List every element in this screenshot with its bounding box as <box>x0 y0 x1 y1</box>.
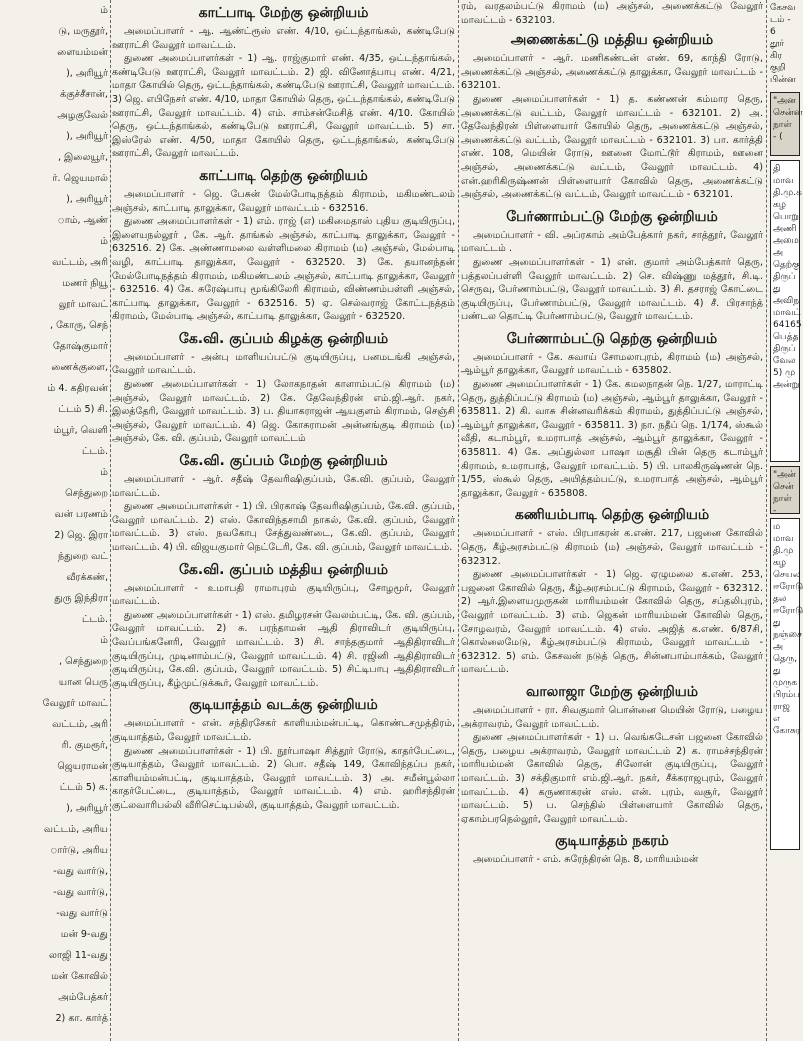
edge-text-line: தெற்கு <box>773 260 800 270</box>
right-section <box>461 506 763 677</box>
deputy-organizers-paragraph: துணை அமைப்பாளர்கள் - 1) ஜெ. ஏழுமலை க.எண். 253, பஜனை கோவில் தெரு, கீழ்அரசம்பட்டு கிராமம், வேலூர் - 632312. 2) ஆர்.இளையமுருகன் மாரியம்மன் கோவில் தெரு, சப்தலிபுரம், வேலூர் மாவட்டம். 3) எம். ஜெகன் மாரியம்மன் கோவில் தெரு, சோழவரம், வேலூர் மாவட்டம். 4) எஸ். அஜித் க.எண். 6/87சி, கொல்லைமேடு, கீழ்அரசம்பட்டு கிராமம், வேலூர் மாவட்டம் - 632312. 5) எம். கேசவன் நடுத் தெரு, சின்னபாம்பாக்கம், வேலூர் மாவட்டம். <box>461 569 763 676</box>
edge-text-line: அவிந <box>773 296 800 306</box>
left-text-line: க்குச்சீசான், <box>60 89 108 100</box>
left-text-line: , செந்துறை <box>59 656 108 667</box>
edge-text-line: பிரம்ப <box>773 690 800 700</box>
left-text-line: மன் கோவில் <box>51 971 108 982</box>
deputy-organizers-paragraph: துணை அமைப்பாளர்கள் - 1) ஆ. ராஜ்குமார் எண். 4/35, ஒட்டந்தாங்கல், கண்டிபேடு ஊராட்சி, வேலூர் மாவட்டம். 2) ஜி. வினோத்பாபு எண். 4/21, மாதா கோயில் தெரு, ஒட்டந்தாங்கல், கண்டிபேடு ஊராட்சி, வேலூர் மாவட்டம். 3) ஜெ. எபிநேசர் எண். 4/10, மாதா கோயில் தெரு, ஒட்டந்தாங்கல், கண்டிபேடு ஊராட்சி, வேலூர் மாவட்டம். 4) எம். சாம்சன்மேசித் எண். 4/10. கோயில் தெரு, ஒட்டந்தாங்கல், கண்டிபேடு ஊராட்சி, வேலூர் மாவட்டம். 5) சா. இஸ்ரேல் எண். 4/50, மாதா கோயில் தெரு, ஒட்டந்தாங்கல், கண்டிபேடு ஊராட்சி, வேலூர் மாவட்டம். <box>112 53 455 160</box>
section-heading: கணியம்பாடி தெற்கு ஒன்றியம் <box>514 507 710 524</box>
left-text-line: ), அரியூர் <box>66 131 108 142</box>
edge-box-notice-2 <box>770 518 803 850</box>
left-text-line: ாம், ஆண் <box>57 215 108 226</box>
left-text-line: , இலையூர், <box>57 152 108 163</box>
left-column <box>0 0 108 1041</box>
edge-text-line: பெத்த <box>773 332 799 342</box>
left-text-line: வட்டம், அரிய <box>43 824 108 835</box>
left-text-line: அழகுவேல் <box>57 110 108 121</box>
left-text-line: ம் <box>100 236 108 247</box>
left-text-line: யான பெரு <box>58 677 108 688</box>
edge-text-line: நஞ்சை <box>773 630 802 640</box>
edge-text-line: தெரு, <box>773 654 798 664</box>
deputy-organizers-paragraph: துணை அமைப்பாளர்கள் - 1) என். குமார் அம்பேத்கார் தெரு, பத்தலப்பள்ளி வேலூர் மாவட்டம். 2) செ. விஷ்ணு மத்தூர், சி.டி. செருவு, பேர்ணாம்பட்டு, வேலூர் மாவட்டம். 3) சி. தசராஜ் கோட்டை குடியிருப்பு, பேர்ணாம்பட்டு, வேலூர் மாவட்டம். 4) சீ. பிரசாந்த் பண்டல தொட்டி பேர்ணாம்பட்டு, வேலூர் மாவட்டம். <box>461 256 763 323</box>
middle-section <box>112 167 455 324</box>
right-section <box>461 208 763 324</box>
deputy-organizers-paragraph: துணை அமைப்பாளர்கள் - 1) பி. பிரகாஷ் தேவரிஷிகுப்பம், கே.வி. குப்பம், வேலூர் மாவட்டம். 2) எஸ். கோவிந்தசாமி நாகல், கே.வி. குப்பம், வேலூர் மாவட்டம். 3) எஸ். நவகோபு சேத்துவண்டை, கே.வி. குப்பம், வேலூர் மாவட்டம். 4) பி. விஜயகுமார் நெட்டேரி, கே. வி. குப்பம், வேலூர் மாவட்டம். <box>112 501 455 553</box>
left-text-line: ர். ஜெயமால் <box>52 173 108 184</box>
edge-text-line: து <box>773 666 781 676</box>
edge-top-text <box>768 0 800 88</box>
edge-text-line: நாள் - ( <box>773 120 792 142</box>
organizer-paragraph: அமைப்பாளர் - வி. அப்ரகாம் அம்பேத்கார் நகர், சாத்தூர், வேலூர் மாவட்டம் . <box>461 229 763 255</box>
edge-box-quote-1 <box>770 92 803 156</box>
section-heading: காட்பாடி தெற்கு ஒன்றியம் <box>199 167 368 184</box>
right-section <box>461 330 763 501</box>
edge-text-line: மாவ <box>773 176 794 186</box>
deputy-organizers-paragraph: துணை அமைப்பாளர்கள் - 1) பி. நூர்பாஷா சித்தூர் ரோடு, காதர்பேட்டை, குடியாத்தம், வேலூர் மாவட்டம். 2) பொ. சதீஷ் 149, கோவிந்தப்ப நகர், காளியம்மன்பட்டி, குடியாத்தம், வேலூர் மாவட்டம். 3) அ. சமீன்பூல்லா காதர்பேட்டை, குடியாத்தம், வேலூர் மாவட்டம். 4) எம். ஹரிசந்திரன் குட்லவாரிபல்லி வீரிசெட்டிபல்லி, குடியாத்தம், வேலூர் மாவட்டம். <box>112 745 455 811</box>
left-text-line: வேலூர் மாவட் <box>42 698 108 709</box>
edge-text-line: பின்ன <box>770 75 796 85</box>
left-text-line: ார்டு, அரிய <box>50 845 108 856</box>
left-text-line: ), அரியூர் <box>66 68 108 79</box>
section-heading: கே.வி. குப்பம் கிழக்கு ஒன்றியம் <box>178 330 389 347</box>
edge-text-line: 5) மு <box>773 368 796 378</box>
left-text-line: துரு இந்திரா <box>54 593 108 604</box>
right-section <box>461 683 763 826</box>
deputy-organizers-paragraph: துணை அமைப்பாளர்கள் - 1) த. கண்ணன் கம்மார தெரு, அணைக்கட்டு வட்டம், வேலூர் மாவட்டம் - 632101. 2) அ. தேவேந்திரன் பிள்ளையார் கோயில் தெரு, அணைக்கட்டு அஞ்சல், அணைக்கட்டு வட்டம், வேலூர் மாவட்டம் - 632101. 3) பா. கார்த்தி எண். 108, மெயின் ரோடு, ஊனை மோட்டூர் கிராமம், ஊனை அஞ்சல், அணைக்கட்டு வட்டம், வேலூர் மாவட்டம். 4) என்.ஹரிகிருஷ்ணன் பிள்ளையார் கோவில் தெரு, அணைக்கட்டு அஞ்சல், அணைக்கட்டு வட்டம், வேலூர் மாவட்டம் - 632101. <box>461 93 763 201</box>
left-column-text <box>0 0 108 1029</box>
left-text-line: வட்டம், அரி <box>52 719 108 730</box>
edge-column <box>768 0 803 1041</box>
left-text-line: அம்பேத்கர் <box>58 992 108 1003</box>
left-text-line: ட்டம். <box>81 614 108 625</box>
middle-section <box>112 696 455 812</box>
column-divider-2 <box>458 0 459 1041</box>
edge-box-notice-1 <box>770 160 800 462</box>
edge-text-line: பொறு <box>773 212 799 222</box>
edge-text-line: கழ <box>773 200 786 210</box>
left-text-line: , கோரு, செந் <box>50 320 108 331</box>
organizer-paragraph: அமைப்பாளர் - ரா. சிவகுமார் பொன்னை மெயின் ரோடு, பழைய அக்ராவரம், வேலூர் மாவட்டம். <box>461 704 763 730</box>
column-divider-1 <box>110 0 111 1041</box>
section-heading: அணைக்கட்டு மத்திய ஒன்றியம் <box>510 32 714 49</box>
edge-text-line: சென் <box>773 482 794 492</box>
edge-text-line: திருப் <box>773 272 796 282</box>
left-text-line: செந்துறை <box>65 488 108 499</box>
organizer-paragraph: அமைப்பாளர் - உமாபதி ராமாபுரம் குடியிருப்பு, சோழமூர், வேலூர் மாவட்டம். <box>112 582 455 608</box>
edge-text-line: அ <box>773 248 784 258</box>
edge-text-line: கோசுர <box>773 726 801 736</box>
organizer-paragraph: அமைப்பாளர் - ஆர். சதீஷ் தேவரிஷிகுப்பம், கே.வி. குப்பம், வேலூர் மாவட்டம். <box>112 474 455 499</box>
edge-text-line: தி.மு.க <box>773 188 802 198</box>
edge-text-line: "அன் <box>773 470 796 480</box>
middle-section <box>112 330 455 446</box>
edge-box-quote-2 <box>770 466 800 514</box>
edge-text-line: சென்ன <box>773 108 803 118</box>
left-text-line: -வது வார்டு, <box>53 866 108 877</box>
edge-text-line: ஈரோடு <box>773 606 803 616</box>
left-text-line: டு, மருதூர், <box>58 26 108 37</box>
left-text-line: மணர் நியூ <box>62 278 108 289</box>
right-section <box>461 832 763 867</box>
left-text-line: ), அரியூர் <box>66 194 108 205</box>
left-text-line: 2) கா. கார்த் <box>55 1013 108 1024</box>
left-text-line: லாஜி 11-வது <box>49 950 108 961</box>
organizer-paragraph: அமைப்பாளர் - ஜெ. பேசுன் மேல்போடிநத்தம் கிராமம், மகிமண்டலம் அஞ்சல், காட்பாடி தாலுக்கா, வேலூர் மாவட்டம் - 632516. <box>112 188 455 214</box>
middle-section <box>112 452 455 555</box>
organizer-paragraph: அமைப்பாளர் - அன்பு மாளியப்பட்டு குடியிருப்பு, பனமடங்கி அஞ்சல், வேலூர் மாவட்டம். <box>112 351 455 377</box>
edge-text-line: கேசவ <box>770 3 796 13</box>
edge-text-line: அமை <box>773 236 799 246</box>
organizer-paragraph: அமைப்பாளர் - எஸ். பிரபாகரன் க.எண். 217, பஜனை கோவில் தெரு, கீழ்அரசம்பட்டு கிராமம் (ம) அஞ்சல், வேலூர் மாவட்டம் - 632312. <box>461 528 763 567</box>
middle-column <box>112 0 455 1041</box>
right-section <box>461 31 763 202</box>
left-text-line: தோஷ்குமார் <box>52 341 108 352</box>
edge-text-line: அன்று <box>773 380 800 390</box>
left-text-line: வட்டம், அரி <box>52 257 108 268</box>
left-text-line: ணைக்குளை, <box>51 362 108 373</box>
deputy-organizers-paragraph: துணை அமைப்பாளர்கள் - 1) லோகநாதன் காளாம்பட்டு கிராமம் (ம) அஞ்சல், வேலூர் மாவட்டம். 2) கே. தேவேந்திரன் எம்.ஜி.ஆர். நகர், இலத்தேரி, வேலூர் மாவட்டம். 3) ப. தியாகராஜன் ஆயகுளம் கிராமம், செஞ்சி அஞ்சல், வேலூர் மாவட்டம். 4) ஜெ. கோசுராமன் அன்னங்குடி கிராமம் (ம) அஞ்சல், கே. வி. குப்பம், வேலூர் மாவட்டம் <box>112 379 455 445</box>
edge-text-line: தி.மு <box>773 546 794 556</box>
edge-text-line: மாவட் <box>773 308 801 318</box>
left-text-line: லூர் மாவட் <box>58 299 108 310</box>
edge-text-line: தி <box>773 164 781 174</box>
left-text-line: மன் 9-வது <box>60 929 108 940</box>
organizer-paragraph: அமைப்பாளர் - ஆர். மணிகண்டன் எண். 69, காந்தி ரோடு, அணைக்கட்டு அஞ்சல், அணைக்கட்டு தாலுக்கா, வேலூர் மாவட்டம் - 632101. <box>461 53 763 92</box>
left-text-line: ம் <box>100 5 108 16</box>
section-heading: கே.வி. குப்பம் மத்திய ஒன்றியம் <box>178 561 389 578</box>
organizer-paragraph: அமைப்பாளர் - எம். சுரேந்திரன் நெ. 8, மாரியம்மன் <box>473 854 699 866</box>
edge-text-line: வேல <box>773 356 796 366</box>
left-text-line: ம் <box>100 635 108 646</box>
edge-text-line: திருப் <box>773 344 796 354</box>
section-heading: பேர்ணாம்பட்டு தெற்கு ஒன்றியம் <box>506 330 718 347</box>
deputy-organizers-paragraph: துணை அமைப்பாளர்கள் - 1) எஸ். தமிழரசன் வேலம்பட்டி, கே. வி. குப்பம், வேலூர் மாவட்டம். 2) சு. பரந்தாமன் ஆதி திராவிடர் குடியிருப்பு, வேப்பங்கனேரி, வேலூர் மாவட்டம். 3) சி. சாந்தகுமார் ஆதிதிராவிடர் குடியிருப்பு, முடினாம்பட்டு, வேலூர் மாவட்டம். 4) சி. ரஜினி ஆதிதிராவிடர் குடியிருப்பு, கே.வி. குப்பம், வேலூர் மாவட்டம். 5) சிட்டிபாபு ஆதிதிராவிடர் குடியிருப்பு, கீழ்முட்டுக்கூர், வேலூர் மாவட்டம். <box>112 609 455 689</box>
section-heading: குடியாத்தம் வடக்கு ஒன்றியம் <box>189 697 378 714</box>
left-text-line: ட்டம் 5) க. <box>59 782 108 793</box>
edge-text-line: அணி <box>773 224 797 234</box>
left-text-line: ஜெயராமன் <box>57 761 108 772</box>
column-divider-3 <box>766 0 767 1041</box>
right-column <box>461 0 763 1041</box>
section-heading: கே.வி. குப்பம் மேற்கு ஒன்றியம் <box>179 453 388 470</box>
deputy-organizers-paragraph: துணை அமைப்பாளர்கள் - 1) கே. கமலநாதன் நெ. 1/27, மாராட்டி தெரு, துத்திப்பட்டு கிராமம் (ம) அஞ்சல், ஆம்பூர் தாலுக்கா, வேலூர் - 635811. 2) கி. வாசு சின்னவரிக்கம் கிராமம், துத்திப்பட்டு அஞ்சல், ஆம்பூர் தாலுக்கா, வேலூர் - 635811. 3) நா. நதீப் நெ. 1/174, ஸ்கூல் வீதி, கடாம்பூர், உமராபாத் அஞ்சல், ஆம்பூர் தாலுக்கா, வேலூர் - 635811. 4) கே. அப்துல்லா பாஷா மசூதி பின் தெரு கடாம்பூர் கிராமம், உமராபாத், வேலூர் மாவட்டம். 5) பி. பாலகிருஷ்ணன் நெ. 1/55, ஸ்கூல் தெரு, அயித்தம்பட்டு, உமராபாத் அஞ்சல், ஆம்பூர் தாலுக்கா, வேலூர் - 635808. <box>461 379 763 499</box>
edge-text-line: தல <box>773 594 787 604</box>
organizer-paragraph: அமைப்பாளர் - ஆ. ஆண்ட்ரூஸ் எண். 4/10, ஒட்டந்தாங்கல், கண்டிபேடு ஊராட்சி வேலூர் மாவட்டம். <box>112 26 455 51</box>
deputy-organizers-paragraph: துணை அமைப்பாளர்கள் - 1) ப. வெங்கடேசன் பஜனை கோவில் தெரு, பழைய அக்ராவரம், வேலூர் மாவட்டம் 2) க. ராமச்சந்திரன் மாரியம்மன் கோவில் தெரு, சிலோன் குடியிருப்பு, வேலூர் மாவட்டம். 3) சக்திகுமார் எம்.ஜி.ஆர். நகர், சீக்கராஜபுரம், வேலூர் மாவட்டம். 4) கருணாகரன் எஸ். என். புரம், வசூர், வேலூர் மாவட்டம். 5) ப. செந்தில் பிள்ளையார் கோவில் தெரு, ஏகாம்பரநெல்லூர், வேலூர் மாவட்டம். <box>461 732 763 825</box>
edge-text-line: முருக <box>773 678 798 688</box>
left-text-line: வன் பரணம் <box>54 509 108 520</box>
right-column-intro: ரம், வரதலம்பட்டு கிராமம் (ம) அஞ்சல், அணைக்கட்டு வேலூர் மாவட்டம் - 632103. <box>461 1 763 26</box>
organizer-paragraph: அமைப்பாளர் - என். சந்திரசேகர் காளியம்மன்பட்டி, கொண்டசமுத்திரம், குடியாத்தம், வேலூர் மாவட்டம். <box>112 718 455 743</box>
left-text-line: வீரக்கண், <box>66 572 108 583</box>
left-text-line: ளையம்மன் <box>57 47 108 58</box>
edge-text-line: குறி <box>770 63 786 73</box>
section-heading: வாலாஜா மேற்கு ஒன்றியம் <box>525 683 699 700</box>
left-text-line: -வது வார்டு, <box>53 887 108 898</box>
edge-text-line: நாள் - <box>773 494 792 516</box>
left-text-line: ட்டம். <box>81 446 108 457</box>
left-text-line: ம் 4. கதிரவன் <box>47 383 108 394</box>
edge-text-line: ம <box>773 522 781 532</box>
edge-text-line: செயல <box>773 570 801 580</box>
middle-section <box>112 4 455 161</box>
left-text-line: ந்துறை வட் <box>58 551 108 562</box>
edge-text-line: து <box>773 284 781 294</box>
middle-section <box>112 561 455 691</box>
edge-text-line: து <box>773 618 781 628</box>
deputy-organizers-paragraph: துணை அமைப்பாளர்கள் - 1) எம். ராஜ் (எ) மகிமைதாஸ் புதிய குடியிருப்பு, இளையநல்லூர் , கே. ஆர். தாங்கல் அஞ்சல், காட்பாடி தாலுக்கா, வேலூர் - 632516. 2) கே. அண்ணாமலை வள்ளிமலை கிராமம் (ம) அஞ்சல், மேல்பாடி வழி, காட்பாடி தாலுக்கா, வேலூர் - 632520. 3) கே. தயானந்தன் மேல்போடிநத்தம் கிராமம், மகிமண்டலம் அஞ்சல், காட்பாடி தாலுக்கா, வேலூர் - 632516. 4) கே. சுரேஷ்பாபு மூங்கிலேரி கிராமம், விண்ணம்பள்ளி அஞ்சல், காட்பாடி தாலுக்கா, வேலூர் - 632516. 5) ஏ. செல்வராஜ் கோட்டநத்தம் கிராமம், மேல்பாடி அஞ்சல், காட்பாடி தாலுக்கா, வேலூர் - 632520. <box>112 216 455 323</box>
section-heading: பேர்ணாம்பட்டு மேற்கு ஒன்றியம் <box>506 208 718 225</box>
left-text-line: ம்பூர், வெளி <box>53 425 108 436</box>
edge-text-line: கழ <box>773 558 786 568</box>
section-heading: குடியாத்தம் நகரம் <box>555 833 669 850</box>
edge-text-line: அ <box>773 642 784 652</box>
edge-text-line: தூர் கிர <box>770 39 785 61</box>
edge-text-line: "அன <box>773 96 796 106</box>
organizer-paragraph: அமைப்பாளர் - கே. சுவாய் சோமலாபுரம், கிராமம் (ம) அஞ்சல், ஆம்பூர் தாலுக்கா, வேலூர் மாவட்டம் - 635802. <box>461 351 763 377</box>
left-text-line: 2) ஜெ. இரா <box>54 530 108 541</box>
left-text-line: -வது வார்டு <box>56 908 108 919</box>
left-text-line: ம் <box>100 467 108 478</box>
edge-text-line: மாவ <box>773 534 794 544</box>
left-text-line: ), அரியூர் <box>66 803 108 814</box>
edge-text-line: ஈரோடு <box>773 582 803 592</box>
left-text-line: ட்டம் 5) சி. <box>58 404 108 415</box>
edge-text-line: 64165 <box>773 320 802 330</box>
edge-text-line: ராஜ எ <box>773 702 790 724</box>
left-text-line: ரி. குமரூர், <box>61 740 108 751</box>
section-heading: காட்பாடி மேற்கு ஒன்றியம் <box>198 5 369 21</box>
edge-text-line: டம் - 6 <box>770 15 791 37</box>
